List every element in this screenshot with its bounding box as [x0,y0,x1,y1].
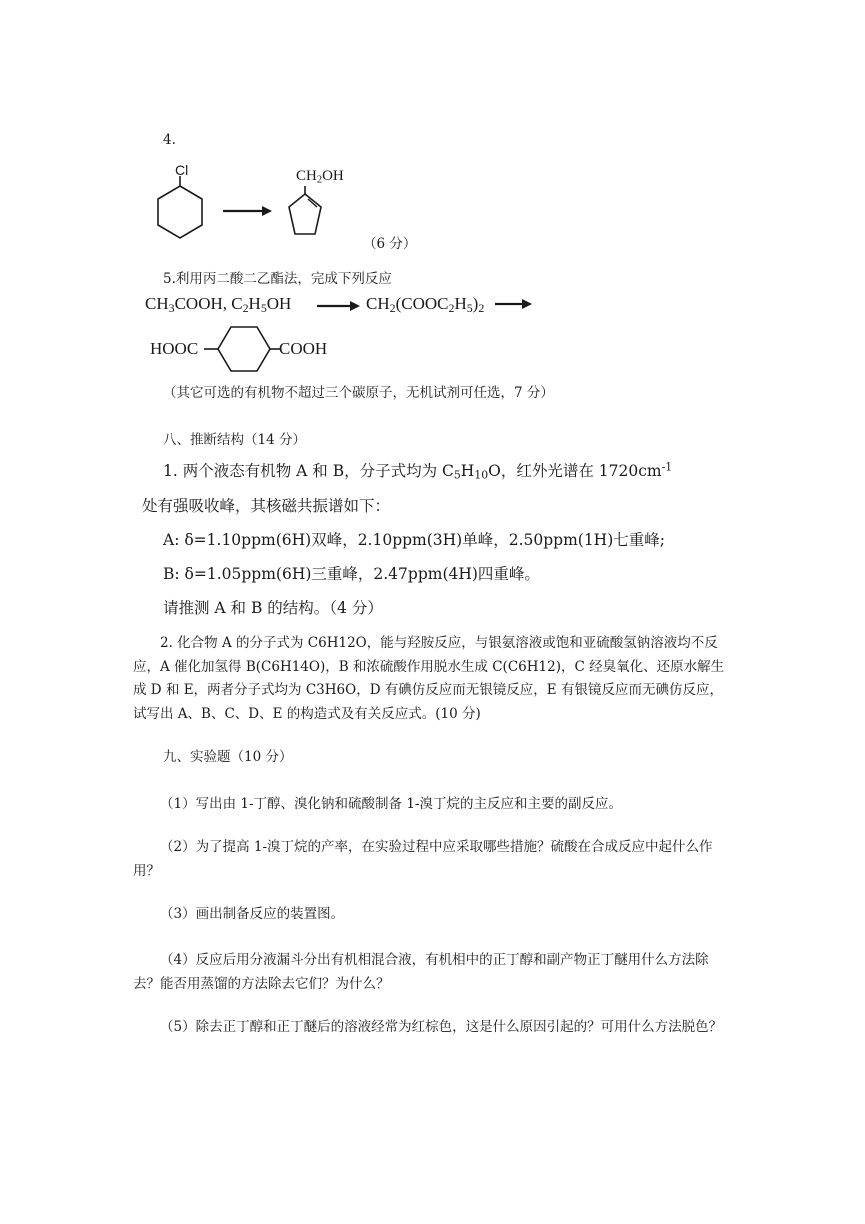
experiment-question-1: （1）写出由 1-丁醇、溴化钠和硫酸制备 1-溴丁烷的主反应和主要的副反应。 [160,796,622,812]
reagents-text: $CH_3COOH$, $C_2H_5OH$ [145,294,292,315]
section-8-q2: 2. 化合物 A 的分子式为 C6H12O，能与羟胺反应，与银氨溶液或饱和亚硫酸氢钠溶液均不反应，A 催化加氢得 B(C6H14O)，B 和浓硫酸作用脱水生成 C(C6H12)，C 经臭氧化、还原水解生成 D 和 E，两者分子式均为 C3H6O，D 有碘仿反应而无银镜反应，E 有银镜反应而无碘仿反应，试写出 A、B、C、D、E 的构造式及有关反应式。(10 分) [133,635,725,722]
experiment-question-2: （2）为了提高 1-溴丁烷的产率，在实验过程中应采取哪些措施？硫酸在合成反应中起什么作用？ [133,839,713,879]
question-4-score: （6 分） [363,236,417,252]
question-5-note: （其它可选的有机物不超过三个碳原子，无机试剂可任选，7 分） [163,385,554,401]
nmr-spectrum-a: A: δ=1.10ppm(6H)双峰，2.10ppm(3H)单峰，2.50ppm(1H)七重峰; [163,531,665,549]
section-9-heading: 九、实验题（10 分） [163,749,293,765]
nmr-spectrum-b: B: δ=1.05ppm(6H)三重峰，2.47ppm(4H)四重峰。 [163,565,540,583]
diethyl-malonate-text: $CH_2(COOC_2H_5)_2$ [366,294,485,315]
target-right-group: COOH [279,339,328,358]
target-left-group: HOOC [150,339,199,358]
chlorine-label: Cl [175,162,189,178]
question-4-number: 4. [163,132,176,148]
section-8-heading: 八、推断结构（14 分） [163,432,306,448]
hydroxymethyl-label: $CH_2OH$ [296,168,344,186]
experiment-question-4: （4）反应后用分液漏斗分出有机相混合液，有机相中的正丁醇和副产物正丁醚用什么方法除去？能否用蒸馏的方法除去它们？为什么？ [133,952,709,992]
section-8-q1-ask: 请推测 A 和 B 的结构。（4 分） [163,599,383,617]
question-5-title: 5.利用丙二酸二乙酯法，完成下列反应 [163,271,392,287]
experiment-question-3: （3）画出制备反应的装置图。 [160,906,345,922]
section-8-q1-line1: 1. 两个液态有机物 A 和 B，分子式均为 $C_5H_{10}O$，红外光谱在 $1720cm^{-1}$ [163,460,673,482]
section-8-q1-line2: 处有强吸收峰，其核磁共振谱如下： [142,497,391,515]
experiment-question-5: （5）除去正丁醇和正丁醚后的溶液经常为红棕色，这是什么原因引起的？可用什么方法脱色？ [160,1019,723,1035]
